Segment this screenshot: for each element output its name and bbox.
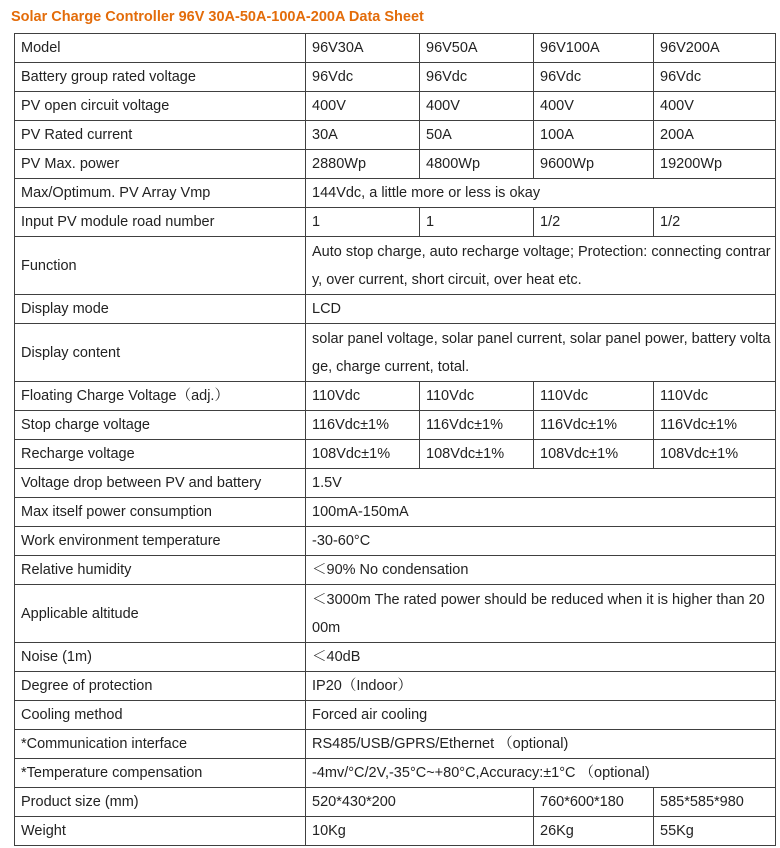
row-label: Relative humidity — [15, 556, 306, 585]
table-cell: 585*585*980 — [654, 788, 776, 817]
table-cell: 400V — [534, 92, 654, 121]
table-row-power-consumption — [15, 498, 776, 527]
table-cell: LCD — [306, 295, 776, 324]
row-label: Weight — [15, 817, 306, 846]
table-cell: 1 — [420, 208, 534, 237]
row-label: Cooling method — [15, 701, 306, 730]
table-cell: 96V100A — [534, 34, 654, 63]
table-cell: IP20（Indoor） — [306, 672, 776, 701]
table-cell: 4800Wp — [420, 150, 534, 179]
row-label: Degree of protection — [15, 672, 306, 701]
table-cell: ＜3000m The rated power should be reduced when it is higher than 2000m — [306, 585, 776, 643]
table-cell: 110Vdc — [420, 382, 534, 411]
table-cell: 1/2 — [654, 208, 776, 237]
row-label: Input PV module road number — [15, 208, 306, 237]
table-row-pv-open-circuit — [15, 92, 776, 121]
table-cell: -30-60°C — [306, 527, 776, 556]
table-cell: ＜40dB — [306, 643, 776, 672]
table-row-display-content — [15, 324, 776, 382]
table-cell: 100A — [534, 121, 654, 150]
row-label: Display mode — [15, 295, 306, 324]
row-label: Battery group rated voltage — [15, 63, 306, 92]
table-cell: 108Vdc±1% — [534, 440, 654, 469]
table-row-battery-voltage — [15, 63, 776, 92]
table-row-recharge — [15, 440, 776, 469]
row-label: Product size (mm) — [15, 788, 306, 817]
table-cell: 116Vdc±1% — [306, 411, 420, 440]
row-label: PV Rated current — [15, 121, 306, 150]
table-cell: -4mv/°C/2V,-35°C~+80°C,Accuracy:±1°C （optional) — [306, 759, 776, 788]
table-row-product-size — [15, 788, 776, 817]
table-cell: 50A — [420, 121, 534, 150]
table-row-noise — [15, 643, 776, 672]
table-cell: 760*600*180 — [534, 788, 654, 817]
table-cell: 2880Wp — [306, 150, 420, 179]
table-cell: 400V — [306, 92, 420, 121]
row-label: Recharge voltage — [15, 440, 306, 469]
table-row-cooling — [15, 701, 776, 730]
table-cell: 108Vdc±1% — [306, 440, 420, 469]
table-cell: 1.5V — [306, 469, 776, 498]
table-row-pv-rated-current — [15, 121, 776, 150]
table-cell: Forced air cooling — [306, 701, 776, 730]
table-cell: 96Vdc — [420, 63, 534, 92]
table-cell: 1/2 — [534, 208, 654, 237]
page-title: Solar Charge Controller 96V 30A-50A-100A-200A Data Sheet — [11, 9, 424, 25]
table-cell: 400V — [654, 92, 776, 121]
table-cell: 200A — [654, 121, 776, 150]
row-label: Model — [15, 34, 306, 63]
table-cell: 110Vdc — [306, 382, 420, 411]
table-cell: solar panel voltage, solar panel current, solar panel power, battery voltage, charge current, total. — [306, 324, 776, 382]
row-label: PV open circuit voltage — [15, 92, 306, 121]
table-row-altitude — [15, 585, 776, 643]
table-cell: 108Vdc±1% — [654, 440, 776, 469]
data-sheet-table — [14, 33, 776, 846]
row-label: Max itself power consumption — [15, 498, 306, 527]
table-cell: 400V — [420, 92, 534, 121]
table-row-temperature-compensation — [15, 759, 776, 788]
table-row-communication — [15, 730, 776, 759]
table-row-humidity — [15, 556, 776, 585]
table-cell: 26Kg — [534, 817, 654, 846]
table-cell: 100mA-150mA — [306, 498, 776, 527]
table-cell: 116Vdc±1% — [534, 411, 654, 440]
table-cell: 116Vdc±1% — [420, 411, 534, 440]
table-row-stop-charge — [15, 411, 776, 440]
table-cell: 96V30A — [306, 34, 420, 63]
table-cell: 10Kg — [306, 817, 534, 846]
table-cell: 9600Wp — [534, 150, 654, 179]
table-row-model — [15, 34, 776, 63]
row-label: Noise (1m) — [15, 643, 306, 672]
table-row-voltage-drop — [15, 469, 776, 498]
table-row-function — [15, 237, 776, 295]
table-row-protection-degree — [15, 672, 776, 701]
row-label: *Communication interface — [15, 730, 306, 759]
table-cell: 116Vdc±1% — [654, 411, 776, 440]
table-cell: RS485/USB/GPRS/Ethernet （optional) — [306, 730, 776, 759]
table-cell: Auto stop charge, auto recharge voltage; Protection: connecting contrary, over current, short circuit, over heat etc. — [306, 237, 776, 295]
table-cell: ＜90% No condensation — [306, 556, 776, 585]
row-label: Function — [15, 237, 306, 295]
table-cell: 96Vdc — [654, 63, 776, 92]
row-label: Floating Charge Voltage（adj.） — [15, 382, 306, 411]
table-cell: 520*430*200 — [306, 788, 534, 817]
table-cell: 110Vdc — [654, 382, 776, 411]
row-label: Display content — [15, 324, 306, 382]
table-row-display-mode — [15, 295, 776, 324]
table-row-pv-road-number — [15, 208, 776, 237]
table-cell: 110Vdc — [534, 382, 654, 411]
row-label: Applicable altitude — [15, 585, 306, 643]
row-label: Max/Optimum. PV Array Vmp — [15, 179, 306, 208]
table-cell: 1 — [306, 208, 420, 237]
table-cell: 144Vdc, a little more or less is okay — [306, 179, 776, 208]
row-label: Work environment temperature — [15, 527, 306, 556]
table-row-floating-charge — [15, 382, 776, 411]
table-row-work-temperature — [15, 527, 776, 556]
table-cell: 108Vdc±1% — [420, 440, 534, 469]
table-cell: 55Kg — [654, 817, 776, 846]
row-label: PV Max. power — [15, 150, 306, 179]
table-row-pv-array-vmp — [15, 179, 776, 208]
table-cell: 96V200A — [654, 34, 776, 63]
table-cell: 96Vdc — [534, 63, 654, 92]
table-row-weight — [15, 817, 776, 846]
row-label: Voltage drop between PV and battery — [15, 469, 306, 498]
table-cell: 96V50A — [420, 34, 534, 63]
table-cell: 96Vdc — [306, 63, 420, 92]
table-cell: 19200Wp — [654, 150, 776, 179]
table-row-pv-max-power — [15, 150, 776, 179]
row-label: *Temperature compensation — [15, 759, 306, 788]
table-cell: 30A — [306, 121, 420, 150]
row-label: Stop charge voltage — [15, 411, 306, 440]
